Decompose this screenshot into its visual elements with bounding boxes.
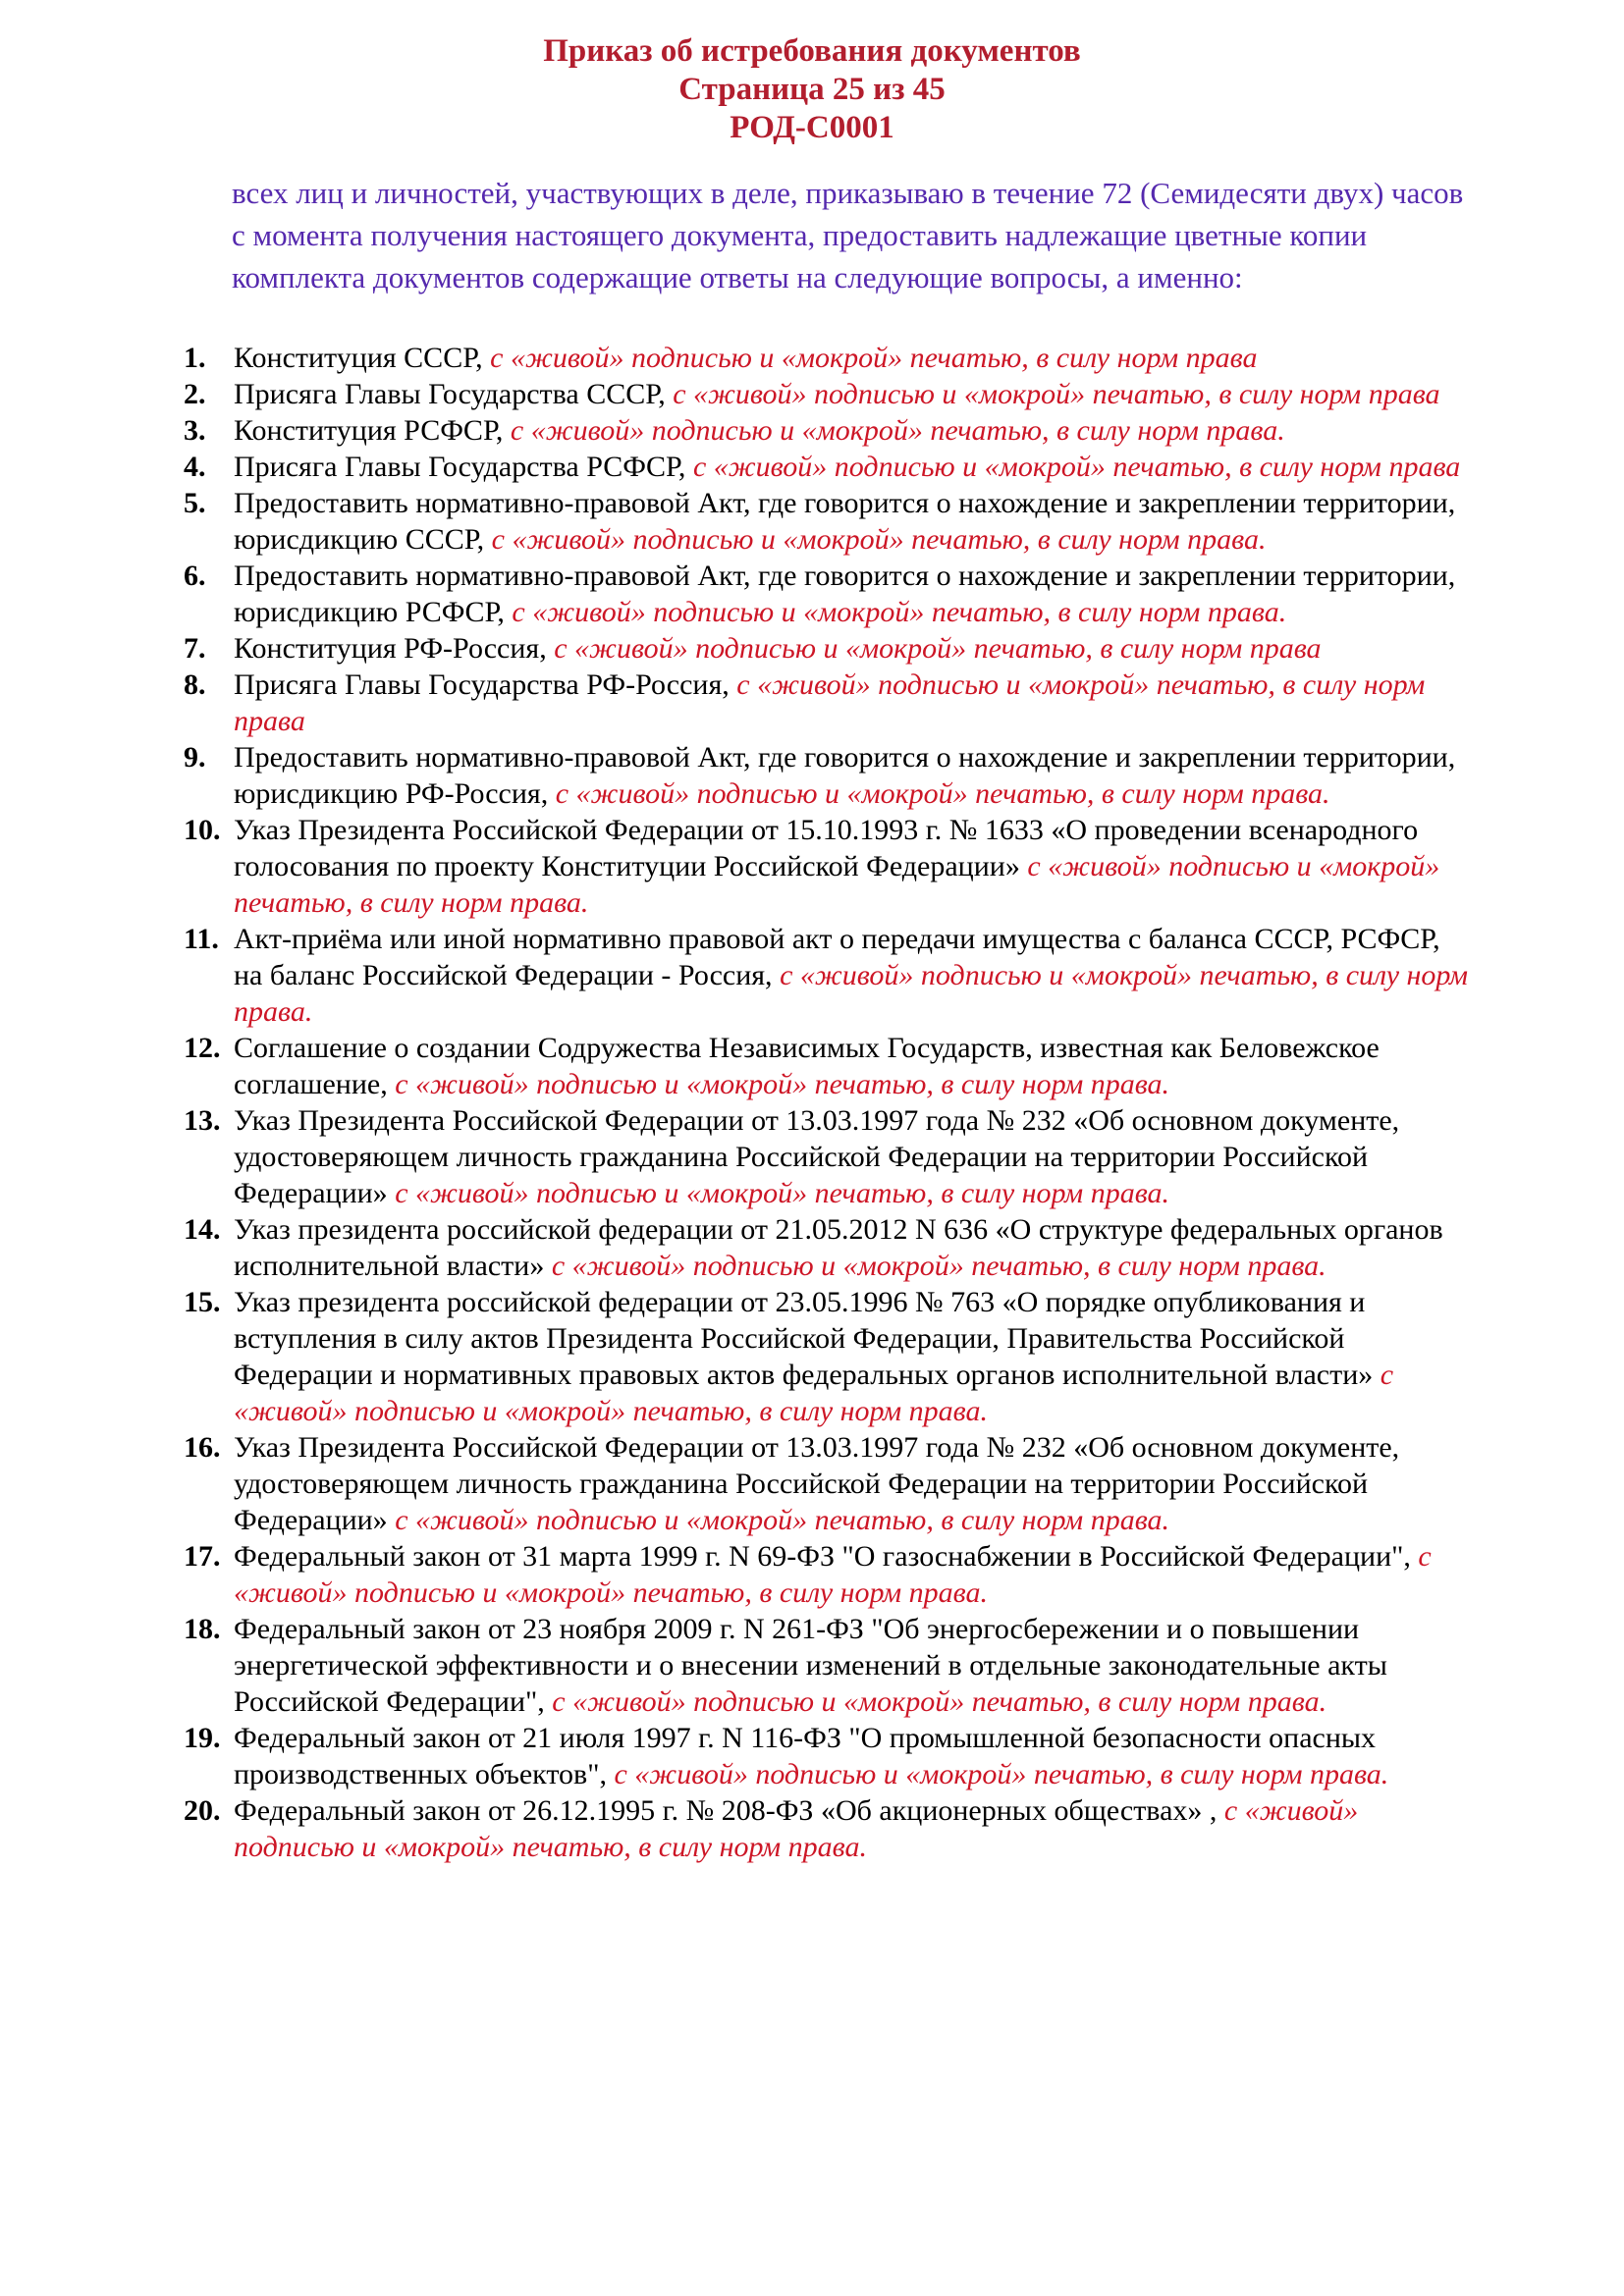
list-item [184,1102,1476,1211]
item-text: Указ Президента Российской Федерации от 13.03.1997 года № 232 «Об основном документе, удостоверяющем личность гражданина Российской Федерации на территории Российской Федерации» [234,1431,1400,1536]
item-number: 6. [184,560,206,592]
list-item [184,340,1476,376]
list-item [184,1211,1476,1284]
item-text: Присяга Главы Государства СССР, [234,378,666,410]
list-item [184,1030,1476,1102]
item-number: 11. [184,923,219,955]
item-requirement: с «живой» подписью и «мокрой» печатью, в силу норм права. [234,959,1469,1028]
item-number: 8. [184,668,206,701]
item-text: Предоставить нормативно-правовой Акт, где говорится о нахождение и закреплении территории, юрисдикцию СССР, [234,487,1456,556]
item-number: 1. [184,342,206,374]
item-requirement: с «живой» подписью и «мокрой» печатью, в силу норм права. [395,1504,1170,1536]
item-text: Конституция РФ-Россия, [234,632,547,665]
item-number: 15. [184,1286,221,1318]
item-text: Предоставить нормативно-правовой Акт, где говорится о нахождение и закреплении территории, юрисдикцию РСФСР, [234,560,1456,628]
item-requirement: с «живой» подписью и «мокрой» печатью, в силу норм права. [234,1540,1432,1609]
item-number: 7. [184,632,206,665]
item-requirement: с «живой» подписью и «мокрой» печатью, в силу норм права. [512,596,1287,628]
item-text: Федеральный закон от 31 марта 1999 г. N 69-ФЗ "О газоснабжении в Российской Федерации", [234,1540,1411,1573]
list-item [184,1284,1476,1429]
item-requirement: с «живой» подписью и «мокрой» печатью, в силу норм права [490,342,1258,374]
item-text: Федеральный закон от 21 июля 1997 г. N 116-ФЗ "О промышленной безопасности опасных производственных объектов", [234,1722,1377,1790]
item-number: 3. [184,414,206,447]
item-number: 4. [184,451,206,483]
item-number: 18. [184,1613,221,1645]
item-number: 12. [184,1032,221,1064]
list-item [184,739,1476,812]
item-number: 9. [184,741,206,774]
list-item [184,412,1476,449]
item-number: 10. [184,814,221,846]
list-item [184,1429,1476,1538]
item-text: Федеральный закон от 26.12.1995 г. № 208-ФЗ «Об акционерных обществах» , [234,1794,1218,1827]
item-number: 17. [184,1540,221,1573]
item-text: Конституция РСФСР, [234,414,504,447]
item-text: Соглашение о создании Содружества Независимых Государств, известная как Беловежское соглашение, [234,1032,1380,1100]
item-number: 19. [184,1722,221,1754]
document-code: РОД-С0001 [730,110,894,145]
document-header [0,0,1624,147]
list-item [184,376,1476,412]
item-requirement: с «живой» подписью и «мокрой» печатью, в силу норм права [554,632,1322,665]
item-requirement: с «живой» подписью и «мокрой» печатью, в силу норм права [234,668,1426,737]
item-requirement: с «живой» подписью и «мокрой» печатью, в силу норм права. [395,1177,1170,1209]
item-requirement: с «живой» подписью и «мокрой» печатью, в силу норм права. [555,777,1330,810]
item-number: 13. [184,1104,221,1137]
item-text: Присяга Главы Государства РСФСР, [234,451,686,483]
item-requirement: с «живой» подписью и «мокрой» печатью, в силу норм права. [395,1068,1170,1100]
list-item [184,921,1476,1030]
item-requirement: с «живой» подписью и «мокрой» печатью, в силу норм права [692,451,1461,483]
item-requirement: с «живой» подписью и «мокрой» печатью, в силу норм права. [510,414,1285,447]
item-number: 5. [184,487,206,519]
list-item [184,1538,1476,1611]
item-requirement: с «живой» подписью и «мокрой» печатью, в силу норм права. [552,1685,1327,1718]
list-item [184,1611,1476,1720]
item-requirement: с «живой» подписью и «мокрой» печатью, в силу норм права. [491,523,1267,556]
item-requirement: с «живой» подписью и «мокрой» печатью, в силу норм права. [614,1758,1389,1790]
item-requirement: с «живой» подписью и «мокрой» печатью, в силу норм права [673,378,1440,410]
list-item [184,1792,1476,1865]
item-text: Указ президента российской федерации от 23.05.1996 № 763 «О порядке опубликования и вступления в силу актов Президента Российской Федерации, Правительства Российской Федерации и нормативных правовых актов федеральных органов исполнительной власти» [234,1286,1374,1391]
item-text: Конституция СССР, [234,342,483,374]
document-title: Приказ об истребования документов [543,33,1081,69]
list-item [184,812,1476,921]
item-number: 14. [184,1213,221,1246]
list-item [184,667,1476,739]
item-requirement: с «живой» подписью и «мокрой» печатью, в силу норм права. [234,1359,1394,1427]
item-text: Федеральный закон от 23 ноября 2009 г. N 261-ФЗ "Об энергосбережении и о повышении энергетической эффективности и о внесении изменений в отдельные законодательные акты Российской Федерации", [234,1613,1387,1718]
item-requirement: с «живой» подписью и «мокрой» печатью, в силу норм права. [234,850,1440,919]
item-text: Указ президента российской федерации от 21.05.2012 N 636 «О структуре федеральных органов исполнительной власти» [234,1213,1443,1282]
item-requirement: с «живой» подписью и «мокрой» печатью, в силу норм права. [551,1250,1326,1282]
list-item [184,1720,1476,1792]
intro-paragraph: всех лиц и личностей, участвующих в деле, приказываю в течение 72 (Семидесяти двух) часов с момента получения настоящего документа, предоставить надлежащие цветные копии комплекта документов содержащие ответы на следующие вопросы, а именно: [232,176,1464,294]
item-text: Присяга Главы Государства РФ-Россия, [234,668,730,701]
list-item [184,630,1476,667]
list-item [184,485,1476,558]
item-number: 2. [184,378,206,410]
item-text: Указ Президента Российской Федерации от 13.03.1997 года № 232 «Об основном документе, удостоверяющем личность гражданина Российской Федерации на территории Российской Федерации» [234,1104,1400,1209]
page-indicator: Страница 25 из 45 [678,72,946,107]
list-item [184,558,1476,630]
item-text: Указ Президента Российской Федерации от 15.10.1993 г. № 1633 «О проведении всенародного голосования по проекту Конституции Российской Федерации» [234,814,1419,882]
item-number: 20. [184,1794,221,1827]
item-number: 16. [184,1431,221,1464]
document-list [184,340,1476,1865]
item-text: Предоставить нормативно-правовой Акт, где говорится о нахождение и закреплении территории, юрисдикцию РФ-Россия, [234,741,1456,810]
item-text: Акт-приёма или иной нормативно правовой акт о передачи имущества с баланса СССР, РСФСР, на баланс Российской Федерации - Россия, [234,923,1440,991]
list-item [184,449,1476,485]
item-requirement: с «живой» подписью и «мокрой» печатью, в силу норм права. [234,1794,1359,1863]
